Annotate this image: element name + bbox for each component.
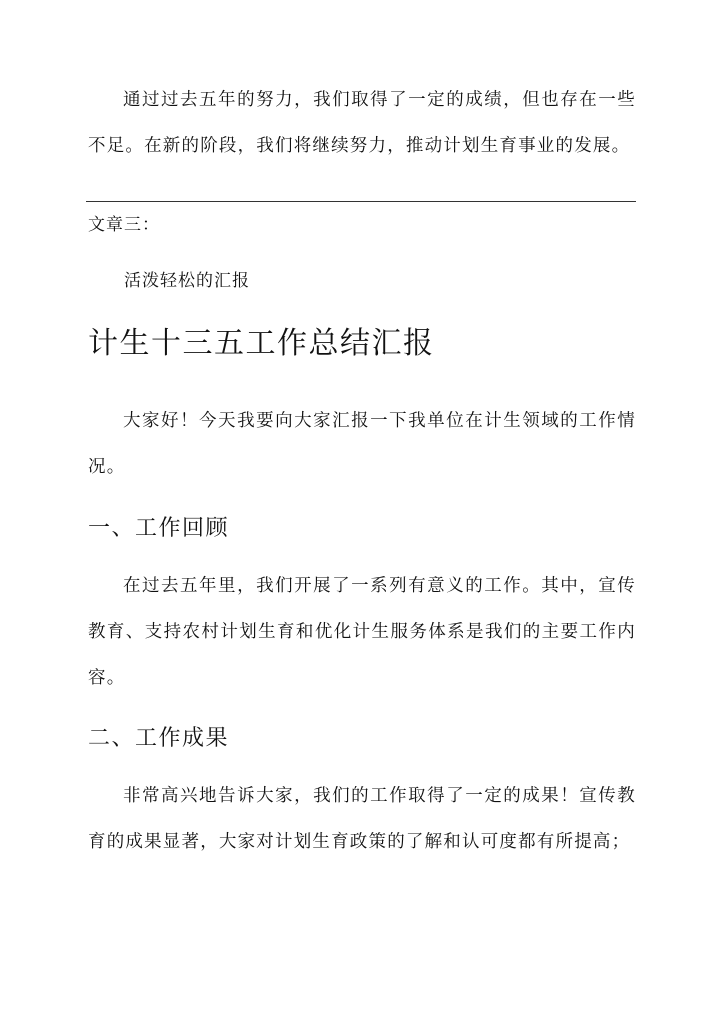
intro-paragraph: 大家好！今天我要向大家汇报一下我单位在计生领域的工作情况。 [88,411,636,477]
article-label: 文章三： [88,215,160,235]
article-subtitle: 活泼轻松的汇报 [124,271,250,291]
page-title: 计生十三五工作总结汇报 [88,326,435,361]
closing-paragraph: 通过过去五年的努力，我们取得了一定的成绩，但也存在一些不足。在新的阶段，我们将继续努力，推动计划生育事业的发展。 [88,90,636,156]
section-heading-results: 二、工作成果 [88,726,230,751]
review-paragraph: 在过去五年里，我们开展了一系列有意义的工作。其中，宣传教育、支持农村计划生育和优化计生服务体系是我们的主要工作内容。 [88,576,636,688]
section-divider [86,201,636,202]
results-paragraph: 非常高兴地告诉大家，我们的工作取得了一定的成果！宣传教育的成果显著，大家对计划生育政策的了解和认可度都有所提高； [88,786,636,852]
section-heading-review: 一、工作回顾 [88,516,230,541]
